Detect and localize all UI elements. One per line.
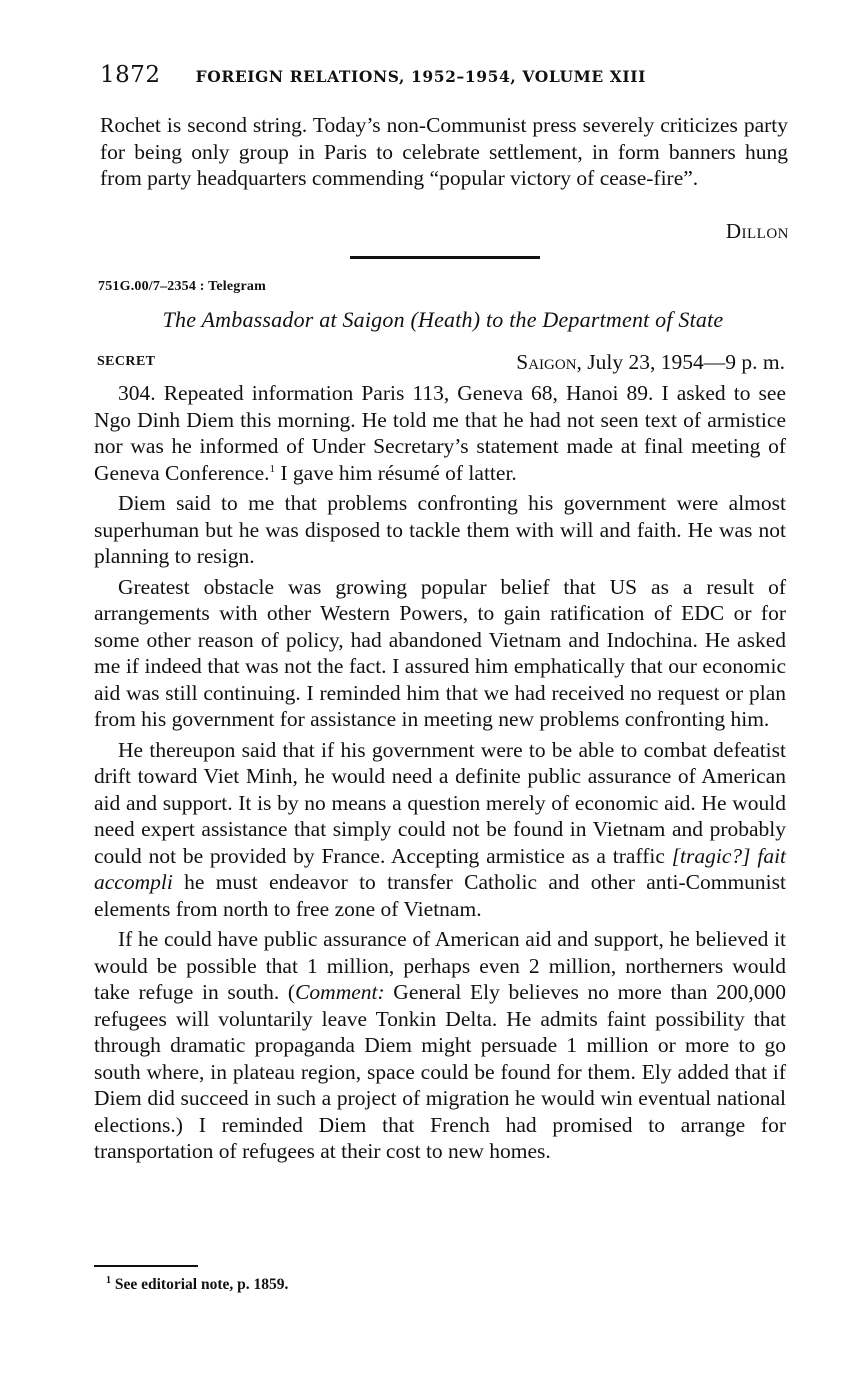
footnote-rule — [94, 1265, 198, 1267]
paragraph-1-text-after: I gave him résumé of latter. — [275, 460, 517, 485]
dateline-date: , July 23, 1954—9 p. m. — [576, 350, 785, 374]
signature: Dillon — [725, 219, 789, 243]
footnote — [106, 1275, 288, 1294]
document-title: The Ambassador at Saigon (Heath) to the Department of State — [162, 307, 724, 332]
paragraph-1 — [94, 380, 786, 486]
comment-label: Comment: — [295, 980, 385, 1004]
classification-label: SECRET — [97, 354, 156, 369]
footnote-reference: 1 — [269, 462, 275, 475]
continued-paragraph: Rochet is second string. Today’s non-Communist press severely criticizes party for being only group in Paris to celebrate settlement, in form banners hung from party headquarters commending “popular victory of cease-fire”. — [100, 113, 788, 190]
paragraph-4-text-after: he must endeavor to transfer Catholic and other anti-Communist elements from north to free zone of Vietnam. — [94, 870, 786, 921]
section-divider — [350, 256, 540, 259]
dateline — [516, 350, 785, 375]
italic-phrase: fait accompli — [94, 843, 787, 894]
paragraph-5-text: If he could have public assurance of American aid and support, he believed it would be possible that 1 million, perhaps even 2 million, northerners would take refuge in south. ( — [94, 927, 786, 1004]
paragraph-4 — [94, 737, 786, 923]
footnote-mark: 1 — [106, 1275, 111, 1286]
paragraph-2: Diem said to me that problems confronting his government were almost superhuman but he was disposed to tackle them with will and faith. He was not planning to resign. — [94, 491, 786, 568]
series-title: FOREIGN RELATIONS, 1952–1954, VOLUME XIII — [195, 67, 646, 86]
page-number: 1872 — [100, 62, 161, 88]
paragraph-5 — [94, 926, 786, 1165]
file-reference: 751G.00/7–2354 : Telegram — [98, 279, 266, 294]
dateline-place: Saigon — [516, 350, 577, 374]
footnote-text: See editorial note, p. 1859. — [114, 1276, 289, 1294]
telegram-body — [94, 380, 786, 1169]
paragraph-5-text-after: General Ely believes no more than 200,000 refugees will voluntarily leave Tonkin Delta. He admits faint possibility that through dramatic propaganda Diem might persuade 1 million or more to go south where, in plateau region, space could be found for them. Ely added that if Diem did succeed in such a project of migration he would win eventual national elections.) I reminded Diem that French had promised to arrange for transportation of refugees at their cost to new homes. — [94, 980, 786, 1163]
paragraph-3: Greatest obstacle was growing popular belief that US as a result of arrangements with other Western Powers, to gain ratification of EDC or for some other reason of policy, had abandoned Vietnam and Indochina. He asked me if indeed that was not the fact. I assured him emphatically that our economic aid was still continuing. I reminded him that we had received no request or plan from his government for assistance in meeting new problems confronting him. — [94, 574, 786, 731]
paragraph-4-text: He thereupon said that if his government were to be able to combat defeatist drift toward Viet Minh, he would need a definite public assurance of American aid and support. It is by no means a question merely of economic aid. He would need expert assistance that simply could not be found in Vietnam and probably could not be provided by France. Accepting armistice as a traffic — [94, 737, 786, 868]
editorial-bracket-note: [tragic?] — [671, 843, 751, 868]
paragraph-1-text: 304. Repeated information Paris 113, Geneva 68, Hanoi 89. I asked to see Ngo Dinh Diem this morning. He told me that he had not seen text of armistice nor was he informed of Under Secretary’s statement made at final meeting of Geneva Conference. — [94, 381, 786, 485]
running-head — [100, 62, 790, 88]
